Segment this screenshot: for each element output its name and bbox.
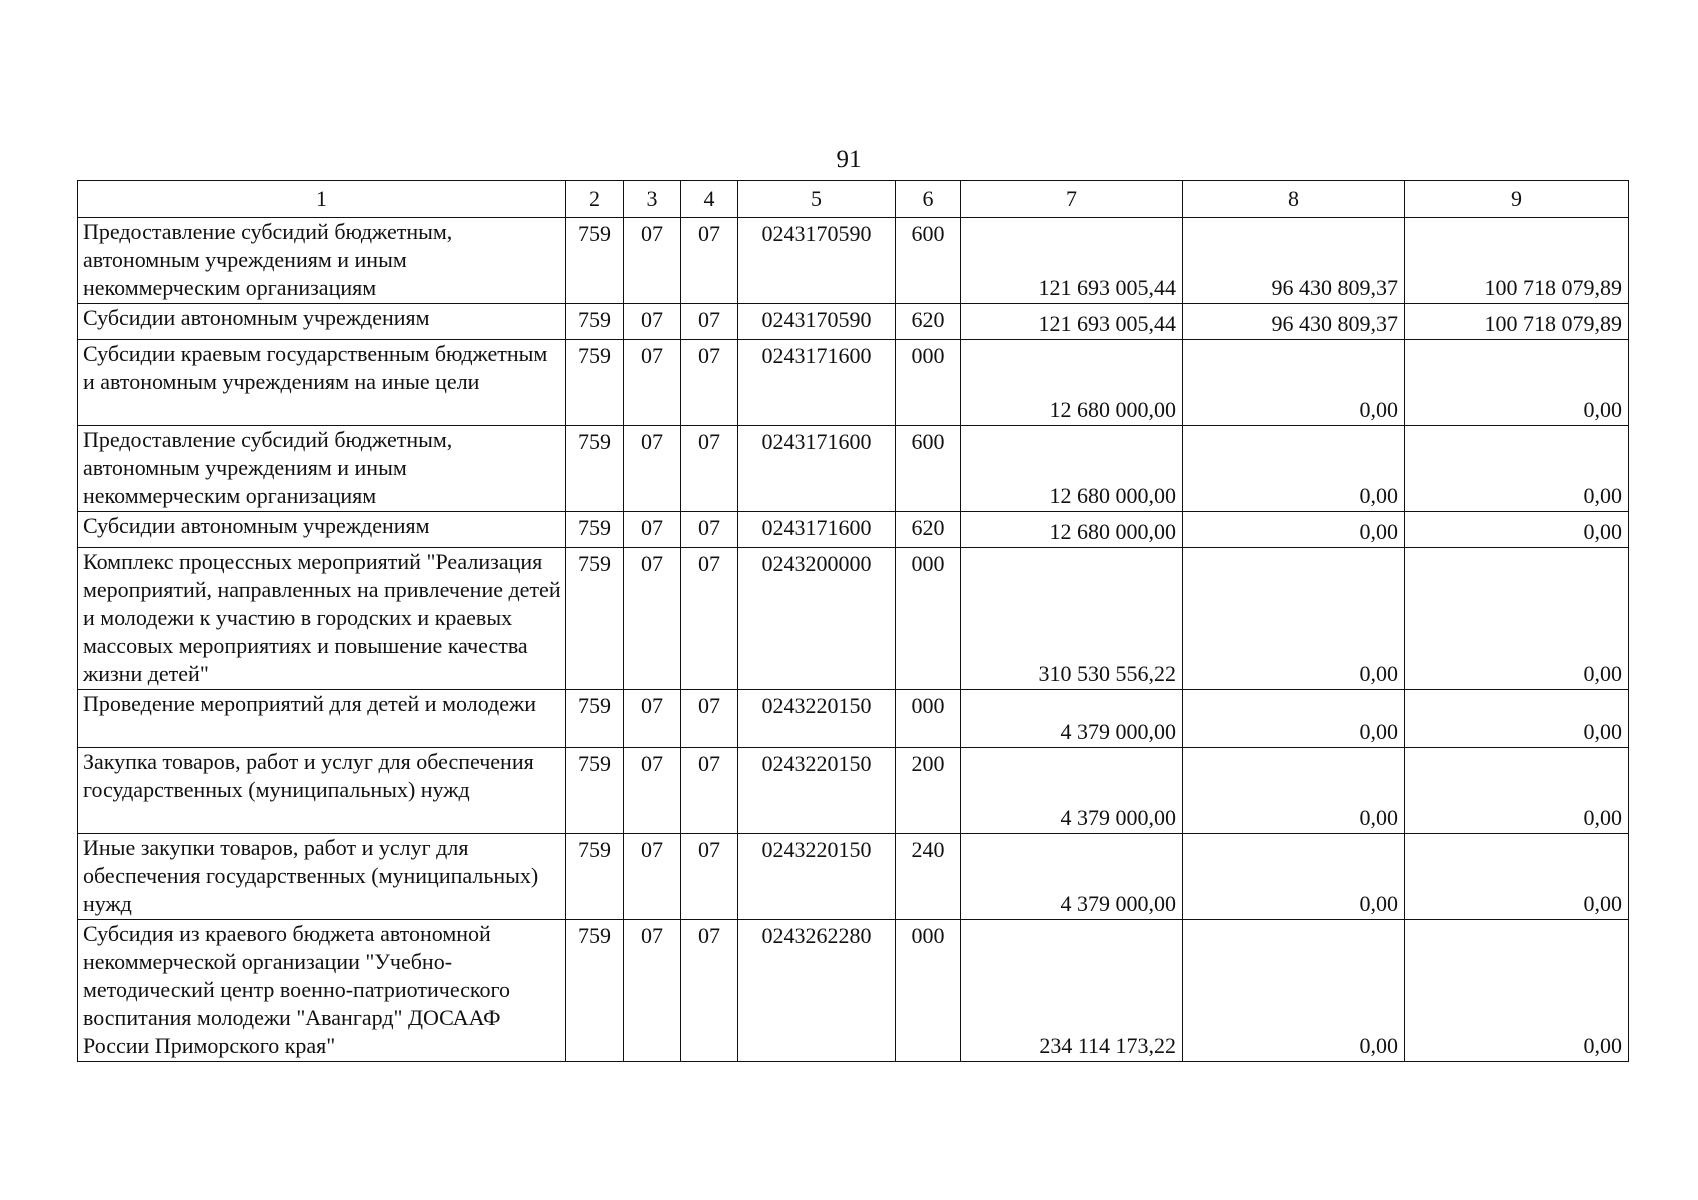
row-name: Субсидии автономным учреждениям [78, 304, 566, 340]
header-cell: 8 [1183, 181, 1405, 218]
code-cell: 759 [566, 834, 624, 920]
code-cell: 759 [566, 218, 624, 304]
amount-cell: 100 718 079,89 [1405, 218, 1629, 304]
amount-cell: 0,00 [1405, 548, 1629, 690]
header-cell: 9 [1405, 181, 1629, 218]
budget-table [77, 180, 1629, 1062]
amount-cell: 121 693 005,44 [961, 304, 1183, 340]
code-cell: 07 [681, 218, 738, 304]
table-row [78, 834, 1629, 920]
row-name: Субсидия из краевого бюджета автономной некоммерческой организации "Учебно-методический центр военно-патриотического воспитания молодежи "Авангард" ДОСААФ России Приморского края" [78, 920, 566, 1062]
code-cell: 07 [624, 512, 681, 548]
code-cell: 07 [624, 426, 681, 512]
code-cell: 759 [566, 548, 624, 690]
code-cell: 000 [896, 548, 961, 690]
code-cell: 0243262280 [738, 920, 896, 1062]
code-cell: 620 [896, 304, 961, 340]
header-cell: 6 [896, 181, 961, 218]
table-row [78, 340, 1629, 426]
row-name: Проведение мероприятий для детей и молодежи [78, 690, 566, 748]
code-cell: 07 [681, 304, 738, 340]
amount-cell: 0,00 [1405, 512, 1629, 548]
code-cell: 759 [566, 340, 624, 426]
amount-cell: 310 530 556,22 [961, 548, 1183, 690]
amount-cell: 4 379 000,00 [961, 748, 1183, 834]
code-cell: 759 [566, 920, 624, 1062]
code-cell: 0243220150 [738, 690, 896, 748]
table-row [78, 690, 1629, 748]
code-cell: 0243220150 [738, 748, 896, 834]
page-number: 91 [836, 146, 862, 173]
code-cell: 759 [566, 748, 624, 834]
code-cell: 07 [624, 340, 681, 426]
code-cell: 07 [681, 512, 738, 548]
code-cell: 600 [896, 426, 961, 512]
amount-cell: 0,00 [1183, 748, 1405, 834]
code-cell: 620 [896, 512, 961, 548]
header-cell: 2 [566, 181, 624, 218]
amount-cell: 0,00 [1405, 920, 1629, 1062]
amount-cell: 0,00 [1183, 512, 1405, 548]
header-cell: 1 [78, 181, 566, 218]
amount-cell: 0,00 [1183, 340, 1405, 426]
code-cell: 07 [624, 690, 681, 748]
code-cell: 600 [896, 218, 961, 304]
amount-cell: 0,00 [1183, 920, 1405, 1062]
code-cell: 07 [681, 920, 738, 1062]
amount-cell: 0,00 [1405, 834, 1629, 920]
amount-cell: 12 680 000,00 [961, 340, 1183, 426]
code-cell: 000 [896, 920, 961, 1062]
code-cell: 07 [681, 834, 738, 920]
code-cell: 07 [681, 548, 738, 690]
code-cell: 07 [681, 340, 738, 426]
amount-cell: 12 680 000,00 [961, 426, 1183, 512]
row-name: Предоставление субсидий бюджетным, автономным учреждениям и иным некоммерческим организациям [78, 426, 566, 512]
header-row [78, 181, 1629, 218]
code-cell: 0243200000 [738, 548, 896, 690]
amount-cell: 0,00 [1405, 748, 1629, 834]
code-cell: 07 [624, 218, 681, 304]
table-row [78, 920, 1629, 1062]
amount-cell: 0,00 [1183, 548, 1405, 690]
table-row [78, 304, 1629, 340]
row-name: Закупка товаров, работ и услуг для обеспечения государственных (муниципальных) нужд [78, 748, 566, 834]
amount-cell: 234 114 173,22 [961, 920, 1183, 1062]
row-name: Иные закупки товаров, работ и услуг для обеспечения государственных (муниципальных) нужд [78, 834, 566, 920]
code-cell: 0243170590 [738, 304, 896, 340]
amount-cell: 12 680 000,00 [961, 512, 1183, 548]
code-cell: 759 [566, 426, 624, 512]
amount-cell: 4 379 000,00 [961, 834, 1183, 920]
code-cell: 07 [624, 304, 681, 340]
code-cell: 0243171600 [738, 426, 896, 512]
table-row [78, 748, 1629, 834]
table-row [78, 548, 1629, 690]
table-row [78, 218, 1629, 304]
amount-cell: 100 718 079,89 [1405, 304, 1629, 340]
code-cell: 240 [896, 834, 961, 920]
amount-cell: 0,00 [1183, 426, 1405, 512]
code-cell: 759 [566, 690, 624, 748]
code-cell: 0243171600 [738, 340, 896, 426]
row-name: Субсидии автономным учреждениям [78, 512, 566, 548]
amount-cell: 121 693 005,44 [961, 218, 1183, 304]
code-cell: 000 [896, 340, 961, 426]
code-cell: 07 [624, 920, 681, 1062]
table-row [78, 512, 1629, 548]
header-cell: 3 [624, 181, 681, 218]
table-row [78, 426, 1629, 512]
amount-cell: 0,00 [1405, 340, 1629, 426]
code-cell: 07 [681, 690, 738, 748]
code-cell: 0243170590 [738, 218, 896, 304]
amount-cell: 0,00 [1183, 690, 1405, 748]
code-cell: 07 [624, 748, 681, 834]
amount-cell: 4 379 000,00 [961, 690, 1183, 748]
row-name: Предоставление субсидий бюджетным, автономным учреждениям и иным некоммерческим организациям [78, 218, 566, 304]
amount-cell: 0,00 [1405, 690, 1629, 748]
code-cell: 759 [566, 512, 624, 548]
code-cell: 200 [896, 748, 961, 834]
code-cell: 07 [681, 748, 738, 834]
amount-cell: 96 430 809,37 [1183, 304, 1405, 340]
header-cell: 4 [681, 181, 738, 218]
amount-cell: 0,00 [1405, 426, 1629, 512]
code-cell: 759 [566, 304, 624, 340]
header-cell: 7 [961, 181, 1183, 218]
row-name: Комплекс процессных мероприятий "Реализация мероприятий, направленных на привлечение детей и молодежи к участию в городских и краевых массовых мероприятиях и повышение качества жизни детей" [78, 548, 566, 690]
header-cell: 5 [738, 181, 896, 218]
code-cell: 07 [681, 426, 738, 512]
code-cell: 07 [624, 834, 681, 920]
code-cell: 0243171600 [738, 512, 896, 548]
code-cell: 07 [624, 548, 681, 690]
amount-cell: 0,00 [1183, 834, 1405, 920]
code-cell: 0243220150 [738, 834, 896, 920]
amount-cell: 96 430 809,37 [1183, 218, 1405, 304]
code-cell: 000 [896, 690, 961, 748]
row-name: Субсидии краевым государственным бюджетным и автономным учреждениям на иные цели [78, 340, 566, 426]
